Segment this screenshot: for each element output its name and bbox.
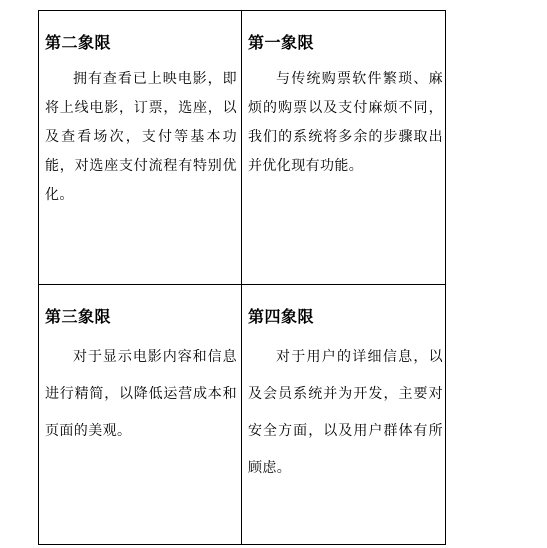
quadrant-table [38, 10, 446, 545]
quadrant-fourth-title: 第四象限 [248, 307, 315, 326]
quadrant-fourth-body: 对于用户的详细信息，以及会员系统并为开发，主要对安全方面，以及用户群体有所顾虑。 [248, 349, 443, 476]
quadrant-second-body: 拥有查看已上映电影，即将上线电影，订票，选座，以及查看场次，支付等基本功能，对选座支付流程有特别优化。 [45, 71, 237, 203]
quadrant-first-cell [242, 11, 447, 284]
quadrant-third-cell [39, 285, 241, 546]
quadrant-fourth-cell [242, 285, 447, 546]
quadrant-second-title: 第二象限 [45, 33, 112, 52]
quadrant-first-body: 与传统购票软件繁琐、麻烦的购票以及支付麻烦不同，我们的系统将多余的步骤取出并优化现有功能。 [248, 71, 443, 174]
quadrant-first-title: 第一象限 [248, 33, 315, 52]
quadrant-third-body: 对于显示电影内容和信息进行精简，以降低运营成本和页面的美观。 [45, 349, 237, 439]
quadrant-second-cell [39, 11, 241, 284]
quadrant-third-title: 第三象限 [45, 307, 112, 326]
